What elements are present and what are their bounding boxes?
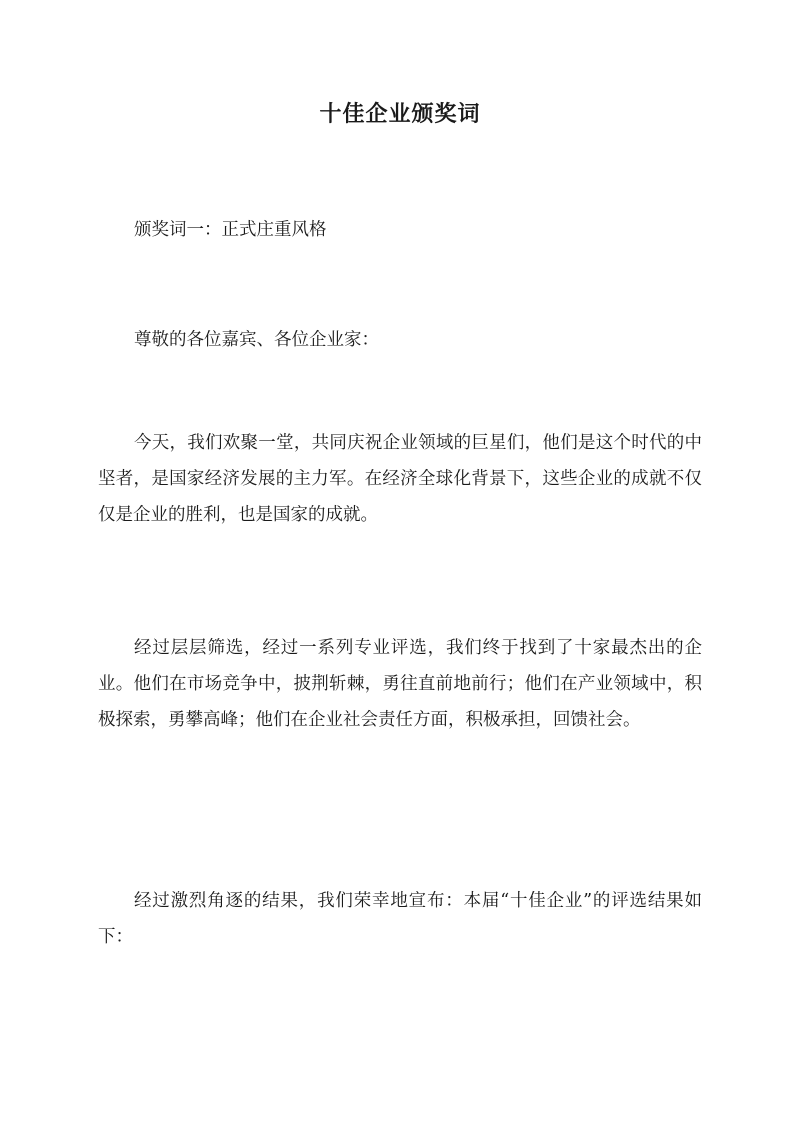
salutation: 尊敬的各位嘉宾、各位企业家：: [134, 330, 379, 350]
body-paragraph: 今天，我们欢聚一堂，共同庆祝企业领域的巨星们，他们是这个时代的中坚者，是国家经济发展的主力军。在经济全球化背景下，这些企业的成就不仅仅是企业的胜利，也是国家的成就。: [98, 433, 702, 525]
body-paragraph: 经过激烈角逐的结果，我们荣幸地宣布：本届“十佳企业”的评选结果如下：: [98, 891, 702, 947]
document-title: 十佳企业颁奖词: [319, 101, 481, 127]
body-paragraph: 经过层层筛选，经过一系列专业评选，我们终于找到了十家最杰出的企业。他们在市场竞争中，披荆斩棘，勇往直前地前行；他们在产业领域中，积极探索，勇攀高峰；他们在企业社会责任方面，积极承担，回馈社会。: [98, 638, 702, 730]
section-heading: 颁奖词一：正式庄重风格: [134, 220, 327, 240]
